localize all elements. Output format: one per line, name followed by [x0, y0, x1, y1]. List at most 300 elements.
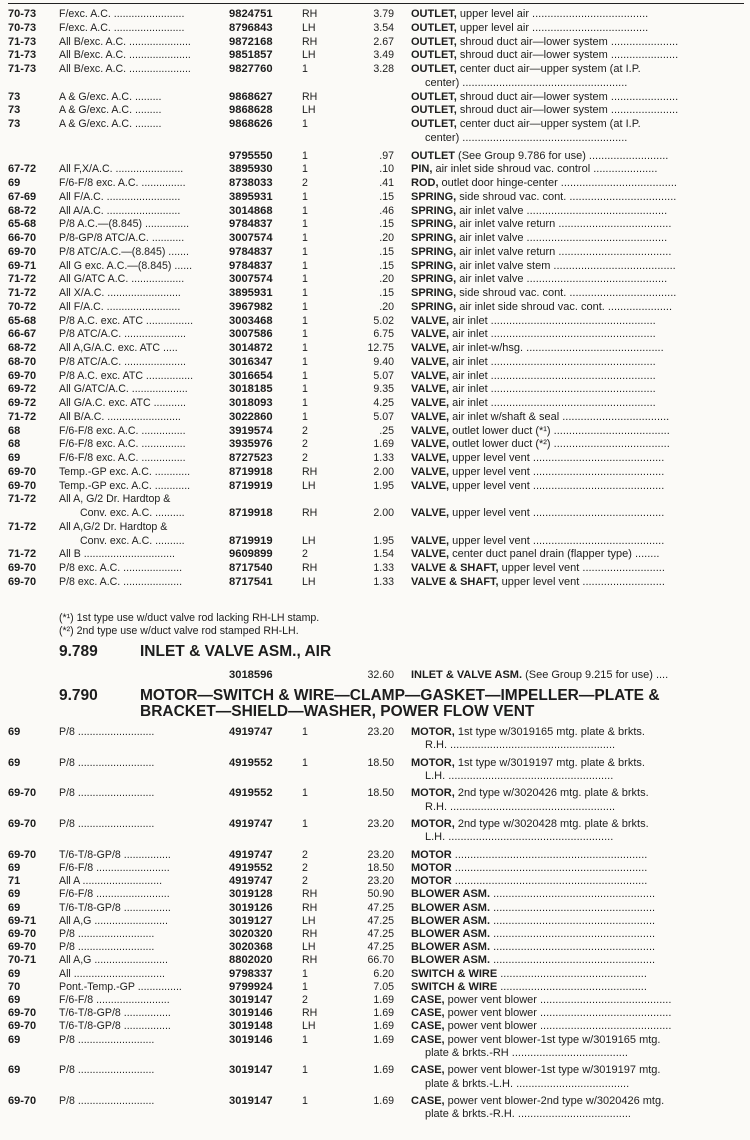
- description: [411, 757, 745, 770]
- model-application: P/8 ..........................: [59, 726, 155, 738]
- part-number: 3007574: [229, 232, 273, 244]
- description: [411, 941, 745, 954]
- price: .46: [379, 204, 394, 217]
- part-name: VALVE,: [411, 548, 450, 561]
- price: 47.25: [367, 941, 394, 954]
- part-number: 3935976: [229, 438, 273, 451]
- year-range: 73: [8, 90, 21, 103]
- description-text: air inlet ......................................................: [449, 369, 656, 382]
- model-application: All F/A.C. .........................: [59, 190, 181, 203]
- quantity: 1: [302, 63, 308, 75]
- part-number: 3019146: [229, 1007, 273, 1020]
- part-number: 8717540: [229, 562, 273, 574]
- model-application: P/8 ..........................: [59, 1033, 155, 1046]
- model-application: All A,G .........................: [59, 914, 168, 927]
- part-number: 8796843: [229, 21, 273, 34]
- part-name: VALVE,: [411, 355, 450, 368]
- description: [411, 342, 745, 355]
- quantity: RH: [302, 888, 318, 901]
- part-number: 3018185: [229, 383, 273, 396]
- part-number: 3007574: [229, 273, 273, 286]
- description: [411, 118, 745, 131]
- part-number: 3018093: [229, 397, 273, 409]
- model-application: All A,G/2 Dr. Hardtop &: [59, 520, 168, 533]
- year-range: 73: [8, 118, 21, 130]
- model-application: All G/ATC A.C. ..................: [59, 273, 185, 286]
- price: 23.20: [367, 818, 394, 831]
- year-range: 69-70: [8, 369, 37, 382]
- model-application: Conv. exc. A.C. ..........: [80, 507, 185, 519]
- quantity: 1: [302, 300, 308, 313]
- year-range: 69: [8, 967, 21, 980]
- part-number: 3019147: [229, 1095, 273, 1107]
- description-text: upper level vent ...........................................: [449, 479, 665, 492]
- quantity: 1: [302, 383, 308, 396]
- description: [411, 1020, 745, 1033]
- part-number: 9784837: [229, 218, 273, 231]
- description-text: 2nd type w/3020426 mtg. plate & brkts.: [454, 787, 649, 800]
- part-name: VALVE,: [411, 438, 450, 451]
- price: 1.69: [373, 1095, 394, 1107]
- description-text: 2nd type w/3020428 mtg. plate & brkts.: [454, 818, 649, 831]
- part-name: OUTLET,: [411, 104, 457, 117]
- description-text: air inlet-w/hsg. .............................................: [449, 342, 664, 354]
- description-continuation: plate & brkts.-L.H. .....................................: [425, 1077, 630, 1090]
- part-number: 3016347: [229, 355, 273, 368]
- description: [411, 669, 745, 682]
- description-continuation: plate & brkts.-R.H. .....................................: [425, 1108, 631, 1121]
- description-text: air inlet ......................................................: [449, 397, 656, 409]
- part-number: 9798337: [229, 967, 273, 980]
- quantity: RH: [302, 1007, 318, 1020]
- description: [411, 562, 745, 575]
- part-name: OUTLET,: [411, 21, 457, 34]
- price: .20: [379, 300, 394, 313]
- part-name: OUTLET,: [411, 90, 457, 103]
- model-application: Temp.-GP exc. A.C. ............: [59, 479, 191, 492]
- year-range: 71-72: [8, 548, 37, 561]
- part-number: 9795550: [229, 149, 273, 162]
- description: [411, 954, 745, 967]
- quantity: 1: [302, 314, 308, 327]
- year-range: 71-73: [8, 35, 37, 48]
- part-name: VALVE,: [411, 328, 450, 341]
- section-title: INLET & VALVE ASM., AIR: [140, 643, 332, 660]
- price: 3.49: [373, 49, 394, 62]
- price: .20: [379, 273, 394, 286]
- description-continuation: plate & brkts.-RH ......................................: [425, 1046, 628, 1059]
- year-range: 66-67: [8, 328, 37, 341]
- price: 3.28: [373, 63, 394, 75]
- part-number: 3919574: [229, 424, 273, 437]
- model-application: F/exc. A.C. ........................: [59, 8, 185, 20]
- description: [411, 902, 745, 915]
- part-number: 3019127: [229, 914, 273, 927]
- part-name: VALVE & SHAFT,: [411, 562, 499, 574]
- quantity: 2: [302, 848, 308, 861]
- description: [411, 818, 745, 831]
- part-name: VALVE,: [411, 534, 450, 547]
- year-range: 71-73: [8, 63, 37, 75]
- description-text: .....................................................: [490, 941, 656, 954]
- price: .15: [379, 287, 394, 299]
- description-text: upper level vent ...........................: [498, 575, 665, 588]
- part-name: OUTLET,: [411, 8, 457, 20]
- description-text: upper level air ......................................: [456, 21, 649, 34]
- description-text: (See Group 9.786 for use) ..........................: [455, 149, 669, 162]
- price: 2.00: [373, 465, 394, 478]
- part-name: ROD,: [411, 177, 439, 189]
- description: [411, 968, 745, 981]
- price: 3.54: [373, 21, 394, 34]
- year-range: 69: [8, 888, 21, 901]
- part-number: 4919747: [229, 848, 273, 861]
- description-text: .....................................................: [490, 888, 656, 901]
- description-text: upper level vent ...........................................: [449, 452, 665, 464]
- part-name: INLET & VALVE ASM.: [411, 669, 523, 681]
- year-range: 69-70: [8, 245, 37, 258]
- part-number: 8738033: [229, 177, 273, 189]
- part-name: SPRING,: [411, 232, 457, 244]
- part-name: SPRING,: [411, 287, 457, 299]
- footnote-text: (*²) 2nd type use w/duct valve rod stamped RH-LH.: [59, 625, 299, 637]
- part-number: 3014872: [229, 342, 273, 354]
- description: [411, 726, 745, 739]
- model-application: F/6-F/8 .........................: [59, 862, 170, 874]
- model-application: P/8 A.C.—(8.845) ...............: [59, 218, 190, 231]
- year-range: 69: [8, 1064, 21, 1077]
- year-range: 71-72: [8, 287, 37, 299]
- model-application: A & G/exc. A.C. .........: [59, 104, 162, 117]
- model-application: All B/exc. A.C. .....................: [59, 49, 191, 62]
- part-number: 8802020: [229, 954, 273, 967]
- description: [411, 273, 745, 286]
- price: 18.50: [367, 756, 394, 769]
- description-text: air inlet side shroud vac. cont. .....................: [456, 300, 673, 313]
- part-number: 3003468: [229, 314, 273, 327]
- description-text: air inlet w/shaft & seal ...................................: [449, 410, 670, 423]
- model-application: Conv. exc. A.C. ..........: [80, 534, 185, 547]
- model-application: F/6-F/8 exc. A.C. ...............: [59, 438, 186, 451]
- part-number: 8719918: [229, 465, 273, 478]
- year-range: 69-70: [8, 575, 37, 588]
- model-application: F/6-F/8 .........................: [59, 888, 170, 901]
- price: 6.20: [373, 967, 394, 980]
- description: [411, 91, 745, 104]
- description-text: outlet door hinge-center ......................................: [438, 177, 677, 189]
- part-name: BLOWER ASM.: [411, 928, 491, 940]
- price: 1.69: [373, 994, 394, 1006]
- part-name: MOTOR,: [411, 726, 455, 738]
- description: [411, 163, 745, 176]
- part-name: VALVE,: [411, 424, 450, 437]
- price: 1.69: [373, 1064, 394, 1077]
- model-application: F/6-F/8 exc. A.C. ...............: [59, 177, 186, 189]
- year-range: 70-73: [8, 21, 37, 34]
- part-name: MOTOR,: [411, 787, 455, 800]
- year-range: 69-70: [8, 479, 37, 492]
- part-number: 4919552: [229, 756, 273, 769]
- description: [411, 411, 745, 424]
- part-number: 4919747: [229, 875, 273, 888]
- description-text: (See Group 9.215 for use) ....: [522, 669, 669, 681]
- description-text: air inlet valve return .....................................: [456, 218, 672, 231]
- description-text: air inlet ......................................................: [449, 355, 656, 368]
- quantity: 1: [302, 245, 308, 258]
- year-range: 69-70: [8, 941, 37, 954]
- model-application: P/8 A.C. exc. ATC ................: [59, 369, 194, 382]
- description-text: power vent blower ...........................................: [444, 1007, 672, 1020]
- description-text: shroud duct air—lower system ......................: [456, 35, 679, 48]
- year-range: 66-70: [8, 232, 37, 244]
- quantity: 1: [302, 980, 308, 993]
- part-name: VALVE,: [411, 397, 450, 409]
- description-text: .....................................................: [490, 928, 656, 940]
- part-name: SPRING,: [411, 218, 457, 231]
- description-text: air inlet ......................................................: [449, 314, 656, 327]
- description-text: shroud duct air—lower system ......................: [456, 90, 679, 103]
- year-range: 69-72: [8, 397, 37, 409]
- model-application: P/8 ATC/A.C. .....................: [59, 355, 186, 368]
- year-range: 69: [8, 901, 21, 914]
- model-application: P/8 exc. A.C. ....................: [59, 575, 183, 588]
- footnote-text: (*¹) 1st type use w/duct valve rod lacking RH-LH stamp.: [59, 612, 320, 624]
- price: 66.70: [367, 954, 394, 967]
- part-number: 8717541: [229, 575, 273, 588]
- part-name: VALVE,: [411, 507, 450, 519]
- part-name: OUTLET,: [411, 118, 457, 130]
- price: 3.79: [373, 8, 394, 20]
- description-text: 1st type w/3019197 mtg. plate & brkts.: [454, 756, 645, 769]
- price: 1.54: [373, 548, 394, 561]
- quantity: 1: [302, 1095, 308, 1107]
- part-name: SPRING,: [411, 190, 457, 203]
- price: 23.20: [367, 848, 394, 861]
- model-application: All A/A.C. .........................: [59, 204, 181, 217]
- price: .15: [379, 190, 394, 203]
- model-application: P/8-GP/8 ATC/A.C. ...........: [59, 232, 185, 244]
- model-application: F/6-F/8 .........................: [59, 994, 170, 1006]
- description-text: upper level vent ...........................................: [449, 507, 665, 519]
- description: [411, 1034, 745, 1047]
- part-number: 3016654: [229, 369, 273, 382]
- part-number: 3020368: [229, 941, 273, 954]
- year-range: 69-70: [8, 787, 37, 800]
- price: 1.69: [373, 1033, 394, 1046]
- year-range: 68: [8, 424, 21, 437]
- price: 2.00: [373, 507, 394, 519]
- part-name: CASE,: [411, 1064, 445, 1077]
- description: [411, 888, 745, 901]
- model-application: P/8 ATC/A.C.—(8.845) .......: [59, 245, 189, 258]
- description-text: upper level vent ...........................................: [449, 465, 665, 478]
- description: [411, 150, 745, 163]
- description-continuation: L.H. ......................................................: [425, 831, 614, 844]
- part-name: VALVE,: [411, 369, 450, 382]
- model-application: T/6-T/8-GP/8 ................: [59, 1020, 171, 1033]
- description-text: ...............................................................: [451, 848, 648, 861]
- part-number: 9868627: [229, 90, 273, 103]
- part-number: 3895931: [229, 287, 273, 299]
- quantity: RH: [302, 465, 318, 478]
- price: 5.02: [373, 314, 394, 327]
- part-number: 9784837: [229, 259, 273, 272]
- part-number: 3019147: [229, 1064, 273, 1077]
- part-number: 3007586: [229, 328, 273, 341]
- description: [411, 915, 745, 928]
- price: 1.69: [373, 1020, 394, 1033]
- part-number: 4919552: [229, 787, 273, 800]
- price: 5.07: [373, 369, 394, 382]
- part-number: 4919747: [229, 818, 273, 831]
- year-range: 69-71: [8, 259, 37, 272]
- description-continuation: center) ......................................................: [425, 131, 628, 144]
- year-range: 69-70: [8, 848, 37, 861]
- description: [411, 22, 745, 35]
- quantity: 2: [302, 438, 308, 451]
- description-continuation: R.H. ......................................................: [425, 800, 616, 813]
- part-number: 8719919: [229, 479, 273, 492]
- description: [411, 104, 745, 117]
- part-number: 3019128: [229, 888, 273, 901]
- quantity: LH: [302, 104, 316, 117]
- part-number: 3895931: [229, 190, 273, 203]
- description: [411, 1095, 745, 1108]
- quantity: 2: [302, 994, 308, 1006]
- price: 32.60: [367, 669, 394, 681]
- part-number: 9827760: [229, 63, 273, 75]
- price: 50.90: [367, 888, 394, 901]
- part-name: VALVE,: [411, 452, 450, 464]
- description: [411, 191, 745, 204]
- price: .97: [379, 149, 394, 162]
- description-text: power vent blower-1st type w/3019165 mtg.: [444, 1033, 661, 1046]
- quantity: 2: [302, 177, 308, 189]
- description-text: center duct air—upper system (at I.P.: [456, 118, 641, 130]
- description: [411, 480, 745, 493]
- year-range: 69-70: [8, 1020, 37, 1033]
- description: [411, 177, 745, 190]
- quantity: 1: [302, 410, 308, 423]
- year-range: 69: [8, 177, 21, 189]
- description-text: shroud duct air—lower system ......................: [456, 104, 679, 117]
- part-number: 8727523: [229, 452, 273, 464]
- model-application: All B ...............................: [59, 548, 175, 561]
- description: [411, 862, 745, 875]
- description-text: upper level vent ...........................: [498, 562, 665, 574]
- description: [411, 301, 745, 314]
- model-application: Pont.-Temp.-GP ...............: [59, 980, 182, 993]
- description: [411, 397, 745, 410]
- description-text: .....................................................: [490, 914, 656, 927]
- description-text: power vent blower ...........................................: [444, 994, 672, 1006]
- quantity: 1: [302, 787, 308, 800]
- year-range: 71: [8, 875, 21, 888]
- year-range: 67-72: [8, 163, 37, 176]
- year-range: 68-70: [8, 355, 37, 368]
- part-name: VALVE,: [411, 479, 450, 492]
- part-name: CASE,: [411, 1020, 445, 1033]
- quantity: RH: [302, 928, 318, 940]
- year-range: 69: [8, 726, 21, 738]
- part-name: BLOWER ASM.: [411, 954, 491, 967]
- year-range: 67-69: [8, 190, 37, 203]
- model-application: P/8 ..........................: [59, 756, 155, 769]
- description-continuation: center) ......................................................: [425, 76, 628, 89]
- quantity: LH: [302, 575, 316, 588]
- quantity: 1: [302, 118, 308, 130]
- part-number: 3019147: [229, 994, 273, 1006]
- description-text: air inlet ......................................................: [449, 328, 656, 341]
- part-name: SWITCH & WIRE: [411, 967, 498, 980]
- price: .10: [379, 163, 394, 176]
- part-number: 3022860: [229, 410, 273, 423]
- year-range: 69-70: [8, 465, 37, 478]
- description: [411, 928, 745, 941]
- part-number: 9784837: [229, 245, 273, 258]
- model-application: All X/A.C. .........................: [59, 287, 181, 299]
- price: .41: [379, 177, 394, 189]
- part-number: 3020320: [229, 928, 273, 940]
- quantity: RH: [302, 35, 318, 48]
- quantity: 2: [302, 548, 308, 561]
- price: 5.07: [373, 410, 394, 423]
- quantity: 1: [302, 218, 308, 231]
- part-number: 3895930: [229, 163, 273, 176]
- quantity: RH: [302, 562, 318, 574]
- year-range: 69-70: [8, 818, 37, 831]
- part-name: VALVE & SHAFT,: [411, 575, 499, 588]
- price: .20: [379, 232, 394, 244]
- year-range: 68-72: [8, 204, 37, 217]
- year-range: 69-70: [8, 928, 37, 940]
- price: .15: [379, 259, 394, 272]
- quantity: LH: [302, 914, 316, 927]
- part-number: 9799924: [229, 980, 273, 993]
- quantity: 1: [302, 369, 308, 382]
- price: 1.33: [373, 575, 394, 588]
- description: [411, 576, 745, 589]
- quantity: 1: [302, 355, 308, 368]
- year-range: 65-68: [8, 314, 37, 327]
- quantity: RH: [302, 954, 318, 967]
- price: 1.95: [373, 479, 394, 492]
- quantity: 1: [302, 1033, 308, 1046]
- model-application: P/8 ..........................: [59, 928, 155, 940]
- year-range: 69: [8, 862, 21, 874]
- description-text: air inlet valve ..............................................: [456, 232, 668, 244]
- part-name: VALVE,: [411, 342, 450, 354]
- year-range: 69: [8, 994, 21, 1006]
- description-text: side shroud vac. cont. ...................................: [456, 287, 677, 299]
- part-number: 8719919: [229, 534, 273, 547]
- description-text: power vent blower-1st type w/3019197 mtg.: [444, 1064, 661, 1077]
- model-application: A & G/exc. A.C. .........: [59, 118, 162, 130]
- model-application: P/8 ..........................: [59, 1064, 155, 1077]
- year-range: 71-72: [8, 520, 37, 533]
- part-number: 4919747: [229, 726, 273, 738]
- part-number: 4919552: [229, 862, 273, 874]
- section-number: 9.789: [59, 643, 98, 660]
- part-number: 8719918: [229, 507, 273, 519]
- model-application: All A,G/A.C. exc. ATC .....: [59, 342, 178, 354]
- year-range: 71-72: [8, 493, 37, 506]
- description-text: air inlet valve return .....................................: [456, 245, 672, 258]
- model-application: F/6-F/8 exc. A.C. ...............: [59, 452, 186, 464]
- price: 7.05: [373, 980, 394, 993]
- quantity: RH: [302, 90, 318, 103]
- price: 47.25: [367, 901, 394, 914]
